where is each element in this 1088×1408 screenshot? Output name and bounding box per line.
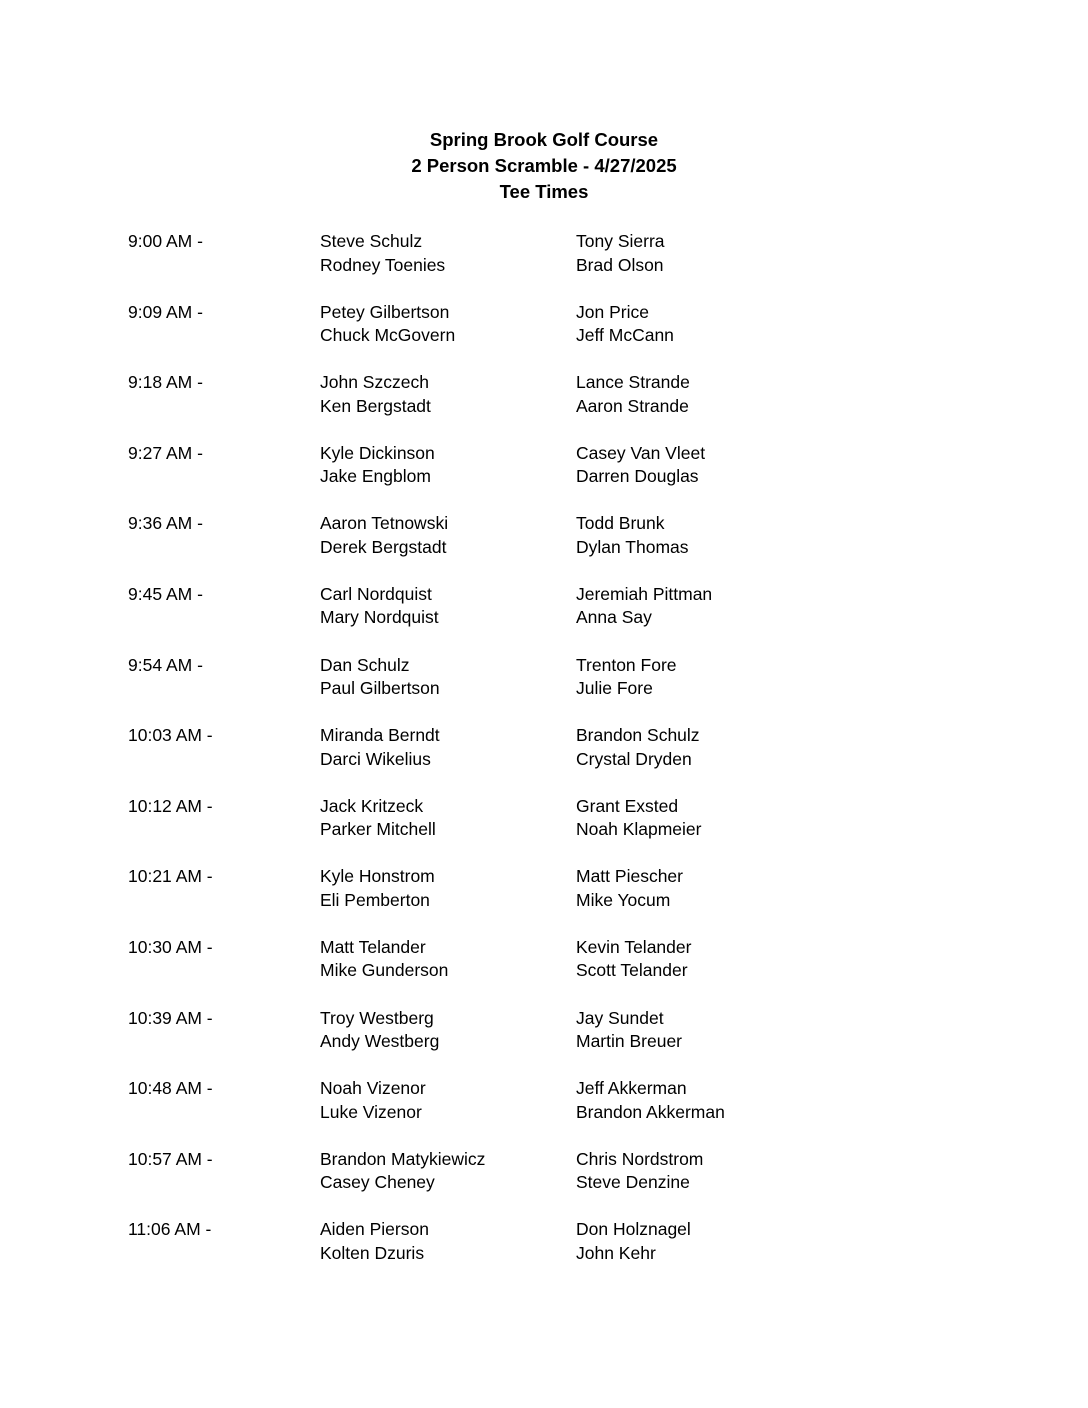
player-name: Brandon Schulz	[576, 725, 700, 746]
player-name: Anna Say	[576, 607, 652, 628]
tee-time: 10:57 AM -	[128, 1148, 213, 1169]
player-name: Jake Engblom	[320, 466, 431, 487]
tee-time-group	[128, 583, 928, 654]
player-name: Paul Gilbertson	[320, 678, 440, 699]
player-name: Jeremiah Pittman	[576, 583, 713, 604]
tee-time: 10:12 AM -	[128, 795, 213, 816]
tee-time: 9:36 AM -	[128, 513, 203, 534]
player-name: Kyle Honstrom	[320, 866, 435, 887]
player-name: Petey Gilbertson	[320, 301, 450, 322]
player-name: Jay Sundet	[576, 1007, 664, 1028]
player-name: Darren Douglas	[576, 466, 699, 487]
player-name: Trenton Fore	[576, 654, 677, 675]
tee-time-group	[128, 865, 928, 936]
player-name: Kevin Telander	[576, 936, 692, 957]
tee-time-group	[128, 1218, 928, 1289]
player-name: Andy Westberg	[320, 1031, 440, 1052]
tee-time-group	[128, 512, 928, 583]
player-name: Casey Cheney	[320, 1172, 435, 1193]
document-header	[0, 127, 1088, 205]
player-name: Brandon Akkerman	[576, 1101, 725, 1122]
player-name: Ken Bergstadt	[320, 395, 431, 416]
player-name: Kolten Dzuris	[320, 1242, 425, 1263]
tee-time-group	[128, 1007, 928, 1078]
tee-time: 9:18 AM -	[128, 372, 203, 393]
player-name: Aaron Tetnowski	[320, 513, 449, 534]
player-name: Mike Yocum	[576, 889, 671, 910]
tee-time: 11:06 AM -	[128, 1219, 212, 1240]
tee-time-group	[128, 230, 928, 301]
tee-time-group	[128, 442, 928, 513]
player-name: Aiden Pierson	[320, 1219, 429, 1240]
player-name: Steve Schulz	[320, 231, 423, 251]
tee-time: 9:27 AM -	[128, 442, 203, 463]
tee-time: 9:54 AM -	[128, 654, 203, 675]
player-name: Mary Nordquist	[320, 607, 439, 628]
player-name: Jeff McCann	[576, 325, 674, 346]
course-name: Spring Brook Golf Course	[429, 129, 659, 150]
tee-time-group	[128, 936, 928, 1007]
tee-time: 10:39 AM -	[128, 1007, 213, 1028]
player-name: Jeff Akkerman	[576, 1078, 687, 1099]
player-name: Kyle Dickinson	[320, 442, 435, 463]
player-name: Steve Denzine	[576, 1172, 690, 1193]
document-subtitle: Tee Times	[499, 181, 589, 202]
player-name: Noah Vizenor	[320, 1078, 426, 1099]
tee-time-group	[128, 301, 928, 372]
player-name: Lance Strande	[576, 372, 690, 393]
player-name: Grant Exsted	[576, 795, 679, 816]
tee-time-group	[128, 795, 928, 866]
tee-time: 10:21 AM -	[128, 866, 213, 887]
player-name: Darci Wikelius	[320, 748, 431, 769]
tee-time: 9:45 AM -	[128, 583, 203, 604]
tee-time: 10:03 AM -	[128, 725, 213, 746]
tee-time-group	[128, 1077, 928, 1148]
player-name: John Szczech	[320, 372, 429, 393]
player-name: Julie Fore	[576, 678, 653, 699]
player-name: Aaron Strande	[576, 395, 689, 416]
player-name: Brandon Matykiewicz	[320, 1148, 486, 1169]
player-name: Martin Breuer	[576, 1031, 683, 1052]
player-name: Tony Sierra	[576, 231, 665, 251]
player-name: Eli Pemberton	[320, 889, 430, 910]
tee-time: 10:48 AM -	[128, 1078, 213, 1099]
player-name: Chris Nordstrom	[576, 1148, 704, 1169]
player-name: Luke Vizenor	[320, 1101, 422, 1122]
player-name: Mike Gunderson	[320, 960, 449, 981]
tee-time-schedule	[128, 230, 928, 1289]
player-name: Derek Bergstadt	[320, 536, 447, 557]
tee-time-group	[128, 1148, 928, 1219]
player-name: Jon Price	[576, 301, 649, 322]
player-name: Brad Olson	[576, 254, 664, 275]
tee-time: 10:30 AM -	[128, 936, 213, 957]
player-name: Rodney Toenies	[320, 254, 446, 275]
player-name: Chuck McGovern	[320, 325, 456, 346]
player-name: Scott Telander	[576, 960, 688, 981]
player-name: Todd Brunk	[576, 513, 665, 534]
tee-time-group	[128, 724, 928, 795]
tee-time: 9:09 AM -	[128, 301, 203, 322]
player-name: Troy Westberg	[320, 1007, 434, 1028]
tee-time-group	[128, 371, 928, 442]
player-name: Dylan Thomas	[576, 536, 689, 557]
player-name: Jack Kritzeck	[320, 795, 424, 816]
player-name: Parker Mitchell	[320, 819, 436, 840]
player-name: Miranda Berndt	[320, 725, 440, 746]
player-name: John Kehr	[576, 1242, 656, 1263]
player-name: Don Holznagel	[576, 1219, 691, 1240]
tee-time-group	[128, 654, 928, 725]
tee-time: 9:00 AM -	[128, 231, 203, 251]
player-name: Crystal Dryden	[576, 748, 692, 769]
player-name: Carl Nordquist	[320, 583, 432, 604]
player-name: Casey Van Vleet	[576, 442, 706, 463]
event-title: 2 Person Scramble - 4/27/2025	[411, 155, 677, 176]
player-name: Matt Piescher	[576, 866, 683, 887]
player-name: Noah Klapmeier	[576, 819, 702, 840]
player-name: Matt Telander	[320, 936, 426, 957]
player-name: Dan Schulz	[320, 654, 410, 675]
